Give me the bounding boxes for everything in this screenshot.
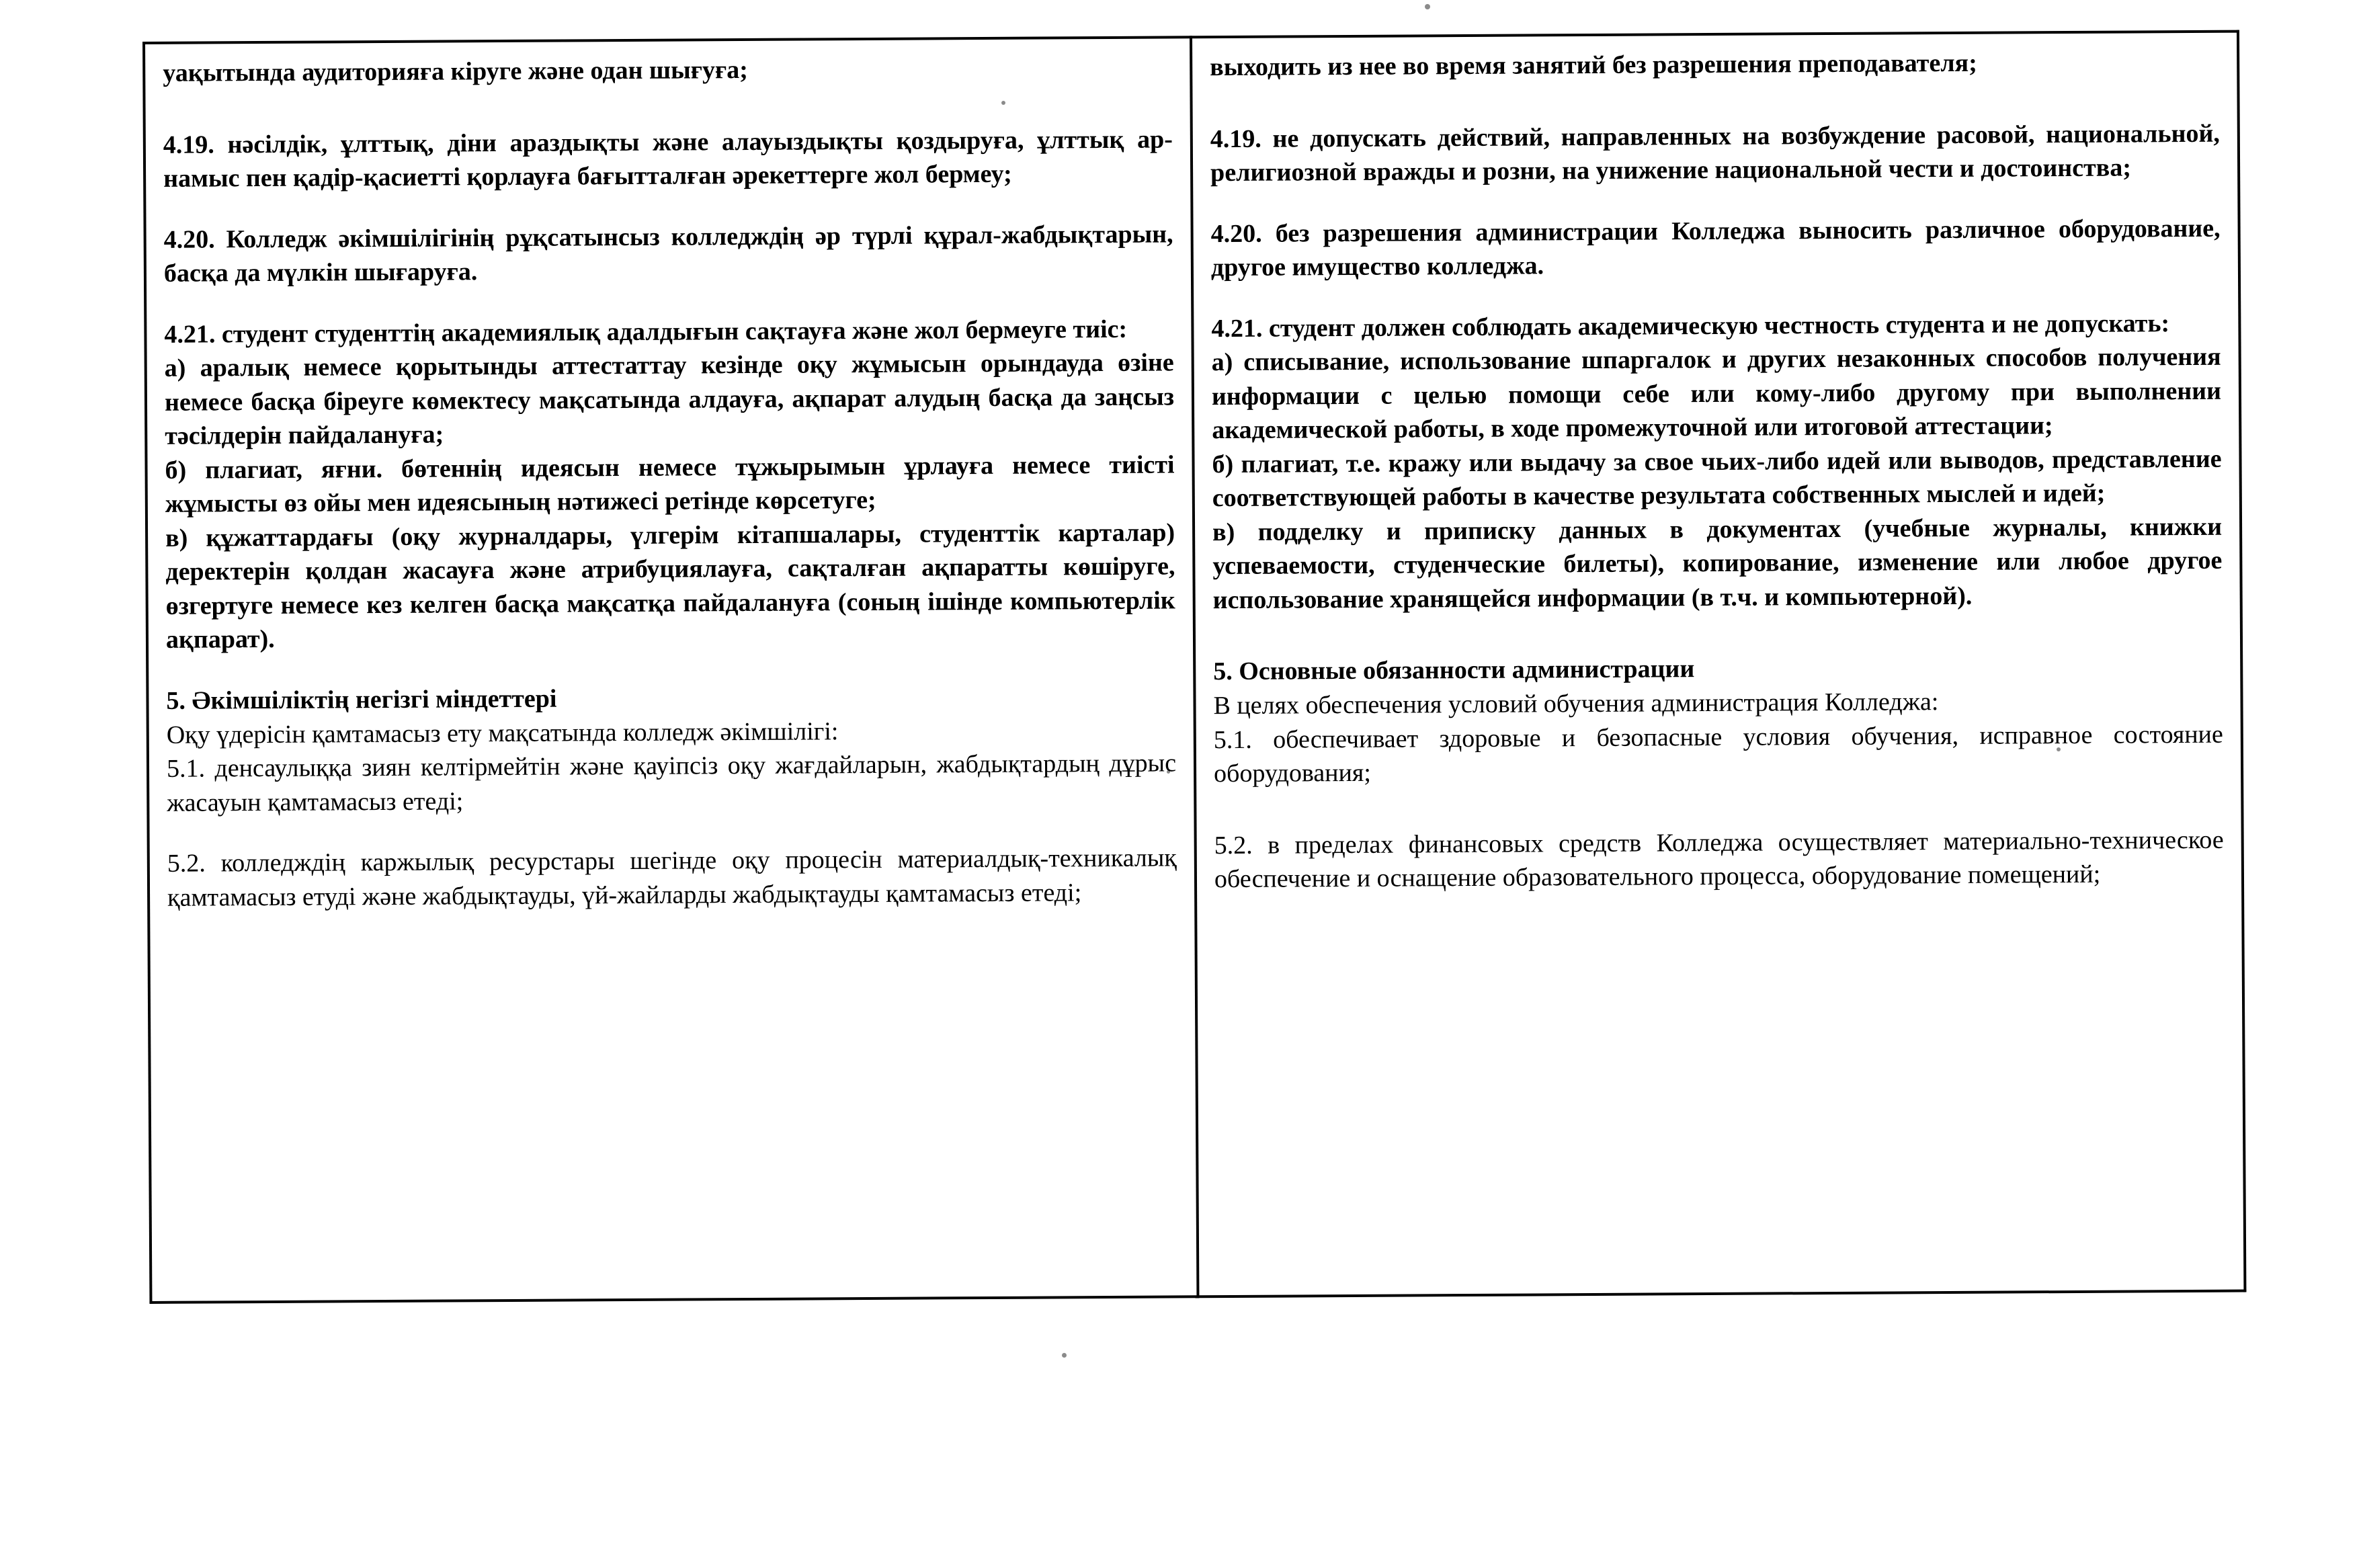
paragraph-ru-5-1: 5.1. обеспечивает здоровые и безопасные условия обучения, исправное состояние оборудования; <box>1213 720 2223 788</box>
scan-speckle <box>1425 4 1430 9</box>
rules-table <box>142 30 2246 1304</box>
rules-table-wrapper <box>142 30 2246 1304</box>
paragraph-ru-continuation: выходить из нее во время занятий без разрешения преподавателя; <box>1210 48 1977 82</box>
paragraph-kk-4-19: 4.19. нәсілдік, ұлттық, діни араздықты және алауыздықты қоздыруға, ұлттық ар-намыс пен қадір-қасиетті қорлауға бағытталған әрекеттерге жол бермеу; <box>163 124 1173 193</box>
paragraph-spacer <box>163 85 1172 128</box>
russian-column-content <box>1210 45 2224 897</box>
paragraph-kk-continuation: уақытында аудиторияға кіруге және одан шығуға; <box>163 55 749 87</box>
heading-ru-section-5: 5. Основные обязанности администрации <box>1213 655 1695 686</box>
paragraph-ru-4-19: 4.19. не допускать действий, направленных на возбуждение расовой, национальной, религиозной вражды и розни, на унижение национальной чести и достоинства; <box>1210 119 2220 188</box>
paragraph-kk-5-intro: Оқу үдерісін қамтамасыз ету мақсатында колледж әкімшілігі: <box>166 716 839 749</box>
scan-speckle <box>1062 1353 1067 1358</box>
paragraph-spacer <box>1210 79 2219 122</box>
paragraph-spacer <box>1213 612 2223 655</box>
paragraph-ru-4-20: 4.20. без разрешения администрации Колледжа выносить различное оборудование, другое имущество колледжа. <box>1210 214 2221 282</box>
paragraph-ru-4-21-v: в) подделку и приписку данных в документах (учебные журналы, книжки успеваемости, студенческие билеты), копирование, изменение или любое другое использование хранящейся информации (в т.ч. и компьютерной). <box>1212 512 2223 615</box>
paragraph-kk-4-20: 4.20. Колледж әкімшілігінің рұқсатынсыз колледждің әр түрлі құрал-жабдықтарын, басқа да мүлкін шығаруға. <box>163 220 1173 288</box>
paragraph-kk-5-2: 5.2. колледждің каржылық ресурстары шегінде оқу процесін материалдық-техникалық қамтамасыз етуді және жабдықтауды, үй-жайларды жабдықтауды қамтамасыз етеді; <box>167 843 1177 912</box>
table-cell-russian <box>1191 32 2245 1297</box>
paragraph-kk-5-1: 5.1. денсаулыққа зиян келтірмейтін және қауіпсіз оқу жағдайларын, жабдықтардың дұрыс жасауын қамтамасыз етеді; <box>166 749 1177 817</box>
paragraph-ru-4-21-b: б) плагиат, т.е. кражу или выдачу за свое чьих-либо идей или выводов, представление соответствующей работы в качестве результата собственных мыслей и идей; <box>1212 444 2222 513</box>
paragraph-kk-4-21-a: а) аралық немесе қорытынды аттестаттау кезінде оқу жұмысын орындауда өзіне немесе басқа біреуге көмектесу мақсатында алдауға, ақпарат алудың басқа да заңсыз тәсілдерін пайдалануға; <box>164 348 1175 451</box>
heading-kk-section-5: 5. Әкімшіліктің негізгі міндеттері <box>166 684 557 715</box>
paragraph-ru-5-2: 5.2. в пределах финансовых средств Колледжа осуществляет материально-техническое обеспечение и оснащение образовательного процесса, оборудование помещений; <box>1214 825 2224 894</box>
paragraph-kk-4-21-b: б) плагиат, яғни. бөтеннің идеясын немесе тұжырымын ұрлауға немесе тиісті жұмысты өз ойы мен идеясының нәтижесі ретінде көрсетуге; <box>165 450 1175 519</box>
kazakh-column-content <box>163 50 1177 915</box>
paragraph-ru-4-21: 4.21. студент должен соблюдать академическую честность студента и не допускать: <box>1211 308 2170 343</box>
paragraph-kk-4-21: 4.21. студент студенттің академиялық адалдығын сақтауға және жол бермеуге тиіс: <box>164 315 1128 349</box>
paragraph-kk-4-21-v: в) құжаттардағы (оқу журналдары, үлгерім кітапшалары, студенттік карталар) деректерін қолдан жасауға және атрибуциялауға, сақталған ақпаратты көшіруге, өзгертуге немесе кез келген басқа мақсатқа пайдалануға (соның ішінде компьютерлік ақпарат). <box>165 518 1175 655</box>
paragraph-ru-5-intro: В целях обеспечения условий обучения администрация Колледжа: <box>1213 688 1939 720</box>
table-cell-kazakh <box>144 37 1198 1303</box>
table-row <box>144 32 2245 1303</box>
paragraph-ru-4-21-a: а) списывание, использование шпаргалок и других незаконных способов получения информации с целью помощи себе или кому-либо другому при выполнении академической работы, в ходе промежуточной или итоговой аттестации; <box>1211 342 2222 445</box>
paragraph-spacer <box>1214 785 2223 828</box>
